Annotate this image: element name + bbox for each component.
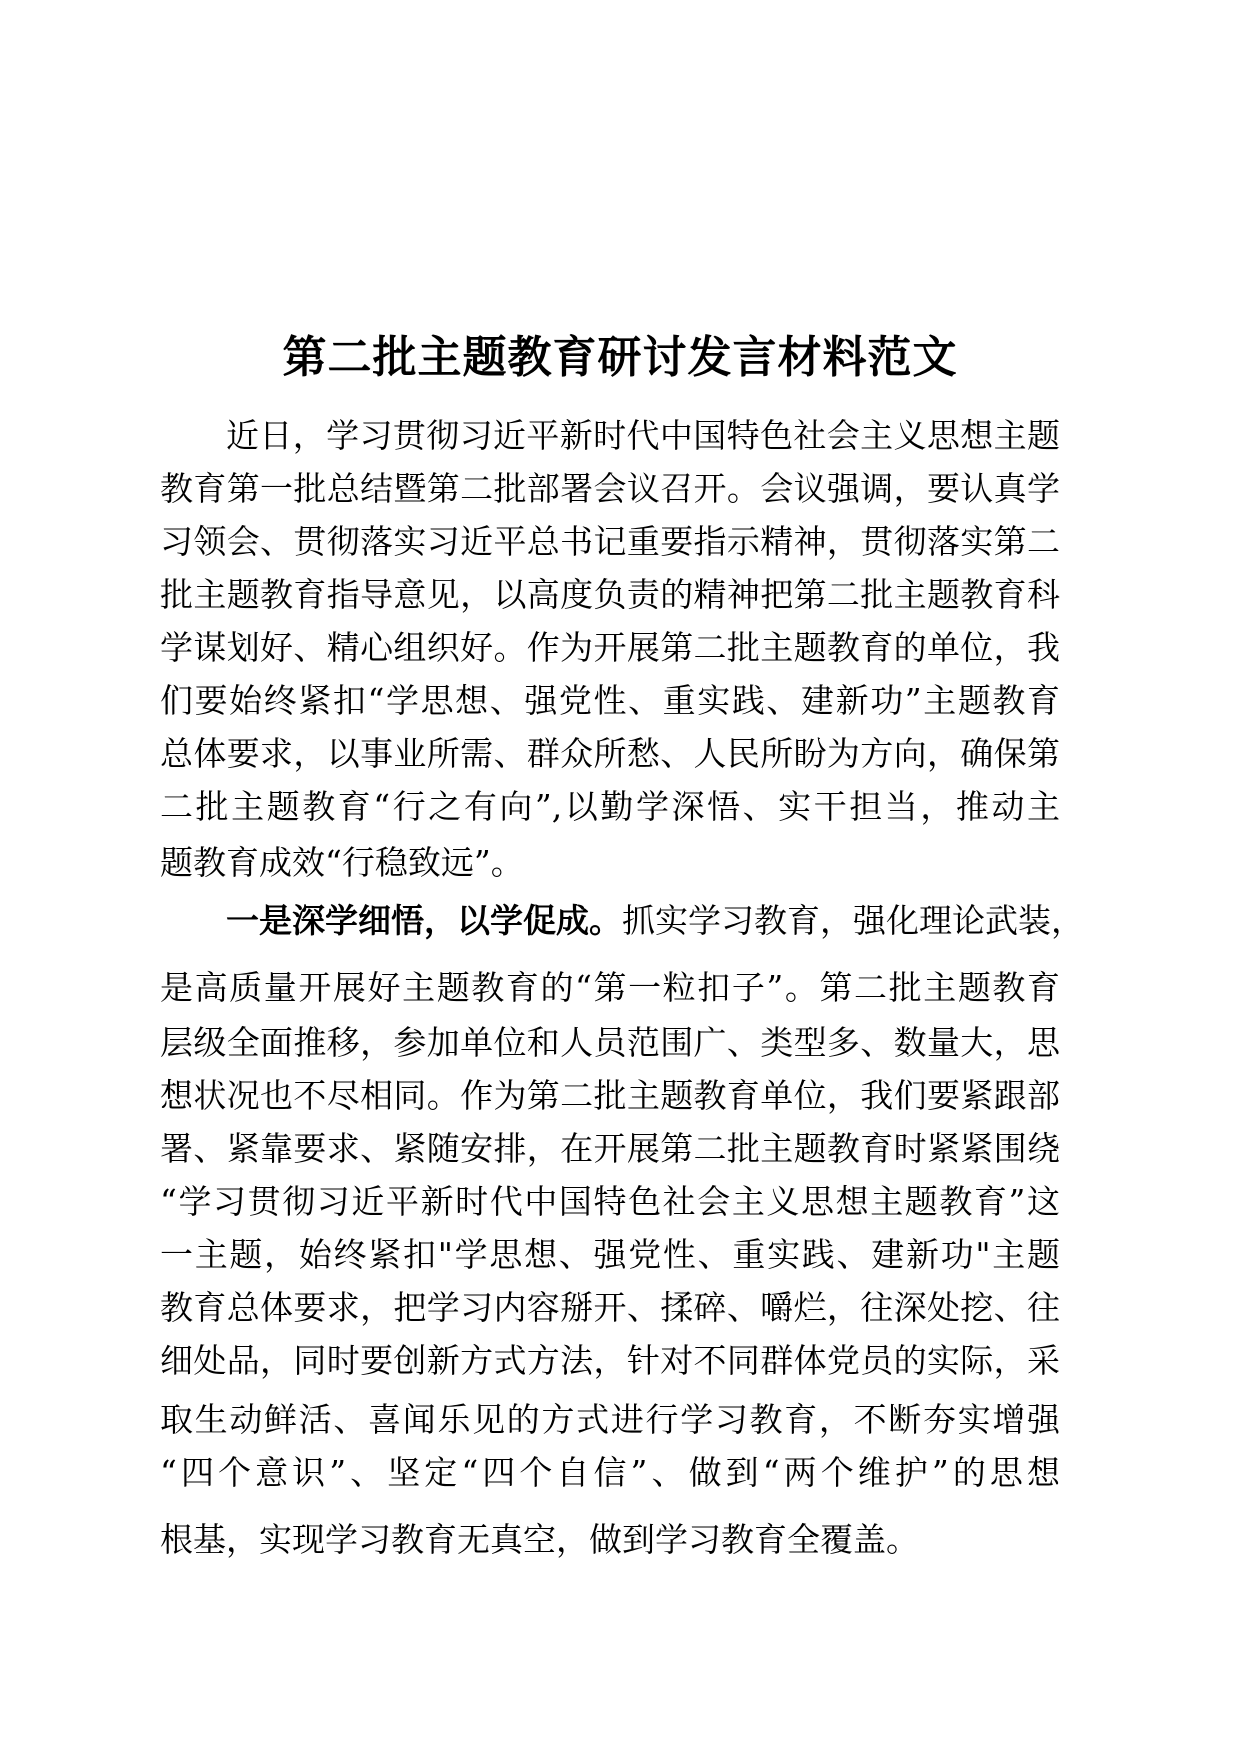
paragraph-line: 层级全面推移，参加单位和人员范围广、类型多、数量大，思 — [160, 1023, 1060, 1062]
paragraph-line: 想状况也不尽相同。作为第二批主题教育单位，我们要紧跟部 — [160, 1076, 1060, 1115]
paragraph-line: 总体要求，以事业所需、群众所愁、人民所盼为方向，确保第 — [160, 734, 1060, 773]
paragraph-line: 是高质量开展好主题教育的“第一粒扣子”。第二批主题教育 — [160, 968, 1060, 1007]
paragraph-line: 习领会、贯彻落实习近平总书记重要指示精神，贯彻落实第二 — [160, 522, 1060, 561]
paragraph-first-line — [226, 898, 1084, 944]
paragraph-line: 细处品，同时要创新方式方法，针对不同群体党员的实际，采 — [160, 1341, 1060, 1380]
paragraph-line: “四个意识”、坚定“四个自信”、做到“两个维护”的思想 — [160, 1453, 1060, 1492]
paragraph-line: 一主题，始终紧扣"学思想、强党性、重实践、建新功"主题 — [160, 1235, 1060, 1274]
paragraph-line: 题教育成效“行稳致远”。 — [160, 843, 524, 882]
paragraph-line: 根基，实现学习教育无真空，做到学习教育全覆盖。 — [160, 1520, 919, 1559]
paragraph-line: 教育总体要求，把学习内容掰开、揉碎、嚼烂，往深处挖、往 — [160, 1288, 1060, 1327]
paragraph-first-line-text: 抓实学习教育，强化理论武装， — [622, 901, 1084, 940]
document-title: 第二批主题教育研讨发言材料范文 — [282, 332, 958, 383]
paragraph-line: “学习贯彻习近平新时代中国特色社会主义思想主题教育”这 — [160, 1182, 1060, 1221]
paragraph-line: 署、紧靠要求、紧随安排，在开展第二批主题教育时紧紧围绕 — [160, 1129, 1060, 1168]
paragraph-line: 二批主题教育“行之有向”,以勤学深悟、实干担当，推动主 — [160, 787, 1060, 826]
paragraph-line: 教育第一批总结暨第二批部署会议召开。会议强调，要认真学 — [160, 469, 1060, 508]
paragraph-line: 近日，学习贯彻习近平新时代中国特色社会主义思想主题 — [226, 416, 1060, 455]
paragraph-line: 们要始终紧扣“学思想、强党性、重实践、建新功”主题教育 — [160, 681, 1060, 720]
paragraph-lead-heading: 一是深学细悟，以学促成。 — [226, 901, 622, 940]
paragraph-line: 学谋划好、精心组织好。作为开展第二批主题教育的单位，我 — [160, 628, 1060, 667]
paragraph-line: 取生动鲜活、喜闻乐见的方式进行学习教育，不断夯实增强 — [160, 1400, 1060, 1439]
paragraph-line: 批主题教育指导意见，以高度负责的精神把第二批主题教育科 — [160, 575, 1060, 614]
